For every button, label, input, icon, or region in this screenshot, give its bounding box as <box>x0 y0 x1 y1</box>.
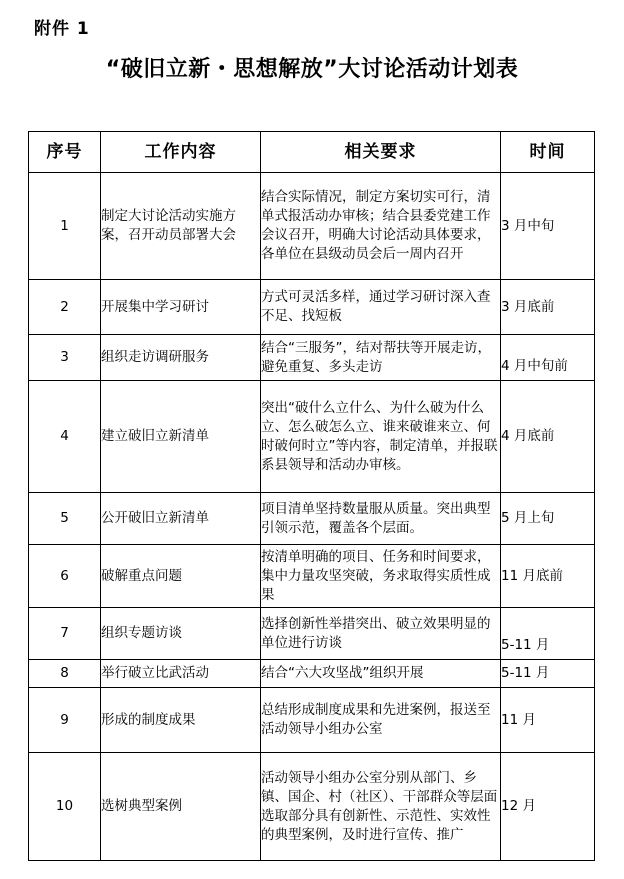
row-no: 10 <box>29 753 101 861</box>
row-content: 开展集中学习研讨 <box>101 280 261 335</box>
row-requirements: 结合“六大攻坚战”组织开展 <box>261 660 501 688</box>
row-requirements: 活动领导小组办公室分别从部门、乡镇、国企、村（社区）、干部群众等层面选取部分具有创新性、示范性、实效性的典型案例，及时进行宣传、推广 <box>261 753 501 861</box>
row-time: 4 月中旬前 <box>501 335 595 381</box>
row-time: 3 月中旬 <box>501 173 595 280</box>
row-no: 7 <box>29 608 101 660</box>
row-content: 选树典型案例 <box>101 753 261 861</box>
row-requirements: 按清单明确的项目、任务和时间要求，集中力量攻坚突破，务求取得实质性成果 <box>261 545 501 608</box>
row-no: 6 <box>29 545 101 608</box>
table-row <box>29 280 595 335</box>
row-requirements: 突出“破什么立什么、为什么破为什么立、怎么破怎么立、谁来破谁来立、何时破何时立”等内容，制定清单，并报联系县领导和活动办审核。 <box>261 381 501 493</box>
row-requirements: 结合“三服务”，结对帮扶等开展走访，避免重复、多头走访 <box>261 335 501 381</box>
plan-table <box>28 131 595 861</box>
header-requirements: 相关要求 <box>261 132 501 173</box>
table-row <box>29 660 595 688</box>
row-no: 8 <box>29 660 101 688</box>
row-requirements: 总结形成制度成果和先进案例，报送至活动领导小组办公室 <box>261 688 501 753</box>
row-time: 5-11 月 <box>501 660 595 688</box>
row-content: 举行破立比武活动 <box>101 660 261 688</box>
row-requirements: 选择创新性举措突出、破立效果明显的单位进行访谈 <box>261 608 501 660</box>
table-row <box>29 753 595 861</box>
row-content: 组织走访调研服务 <box>101 335 261 381</box>
row-content: 组织专题访谈 <box>101 608 261 660</box>
row-time: 11 月底前 <box>501 545 595 608</box>
table-row <box>29 381 595 493</box>
row-requirements: 项目清单坚持数量服从质量。突出典型引领示范，覆盖各个层面。 <box>261 493 501 545</box>
row-time: 4 月底前 <box>501 381 595 493</box>
row-requirements: 方式可灵活多样，通过学习研讨深入查不足、找短板 <box>261 280 501 335</box>
row-content: 建立破旧立新清单 <box>101 381 261 493</box>
row-time: 12 月 <box>501 753 595 861</box>
header-content: 工作内容 <box>101 132 261 173</box>
row-content: 公开破旧立新清单 <box>101 493 261 545</box>
row-requirements: 结合实际情况，制定方案切实可行，清单式报活动办审核；结合县委党建工作会议召开，明确大讨论活动具体要求，各单位在县级动员会后一周内召开 <box>261 173 501 280</box>
table-header-row <box>29 132 595 173</box>
row-no: 1 <box>29 173 101 280</box>
attachment-label: 附件 1 <box>34 19 90 39</box>
row-content: 破解重点问题 <box>101 545 261 608</box>
header-no: 序号 <box>29 132 101 173</box>
row-no: 3 <box>29 335 101 381</box>
table-row <box>29 688 595 753</box>
row-time: 5 月上旬 <box>501 493 595 545</box>
row-content: 制定大讨论活动实施方案，召开动员部署大会 <box>101 173 261 280</box>
row-time: 5-11 月 <box>501 608 595 660</box>
table-row <box>29 335 595 381</box>
header-time: 时间 <box>501 132 595 173</box>
row-no: 4 <box>29 381 101 493</box>
row-content: 形成的制度成果 <box>101 688 261 753</box>
row-no: 9 <box>29 688 101 753</box>
row-time: 3 月底前 <box>501 280 595 335</box>
table-row <box>29 493 595 545</box>
document-title: “破旧立新・思想解放”大讨论活动计划表 <box>105 57 519 82</box>
row-time: 11 月 <box>501 688 595 753</box>
row-no: 5 <box>29 493 101 545</box>
table-row <box>29 545 595 608</box>
table-row <box>29 173 595 280</box>
table-row <box>29 608 595 660</box>
row-no: 2 <box>29 280 101 335</box>
